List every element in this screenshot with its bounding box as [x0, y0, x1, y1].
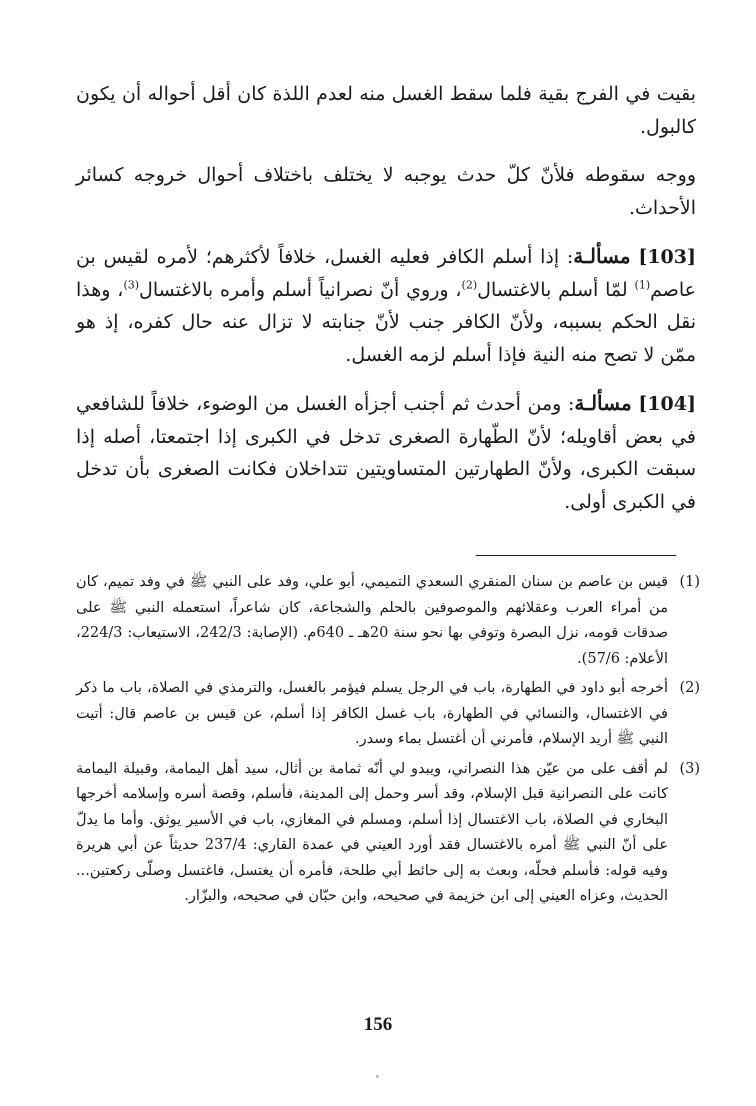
footnote-2	[76, 676, 700, 753]
footnote-1	[76, 570, 700, 672]
issue-104	[76, 387, 696, 518]
footnote-3	[76, 757, 700, 910]
page-number: 156	[363, 1014, 393, 1035]
issue-number: [103]	[638, 246, 696, 268]
issue-text: ، وروي أنّ نصرانياً أسلم وأمره بالاغتسال	[139, 278, 462, 301]
footnote-text: لم أقف على من عيّن هذا النصراني، ويبدو لي أنّه ثمامة بن أثال، سيد أهل اليمامة، وقبيلة اليمامة كانت على النصرانية قبل الإسلام، وقد أسر وحمل إلى المدينة، فأسلم، وقصة أسره وإسلامه أخرجها البخاري في الصلاة، باب الاغتسال إذا أسلم، ومسلم في المغازي، باب في الأسير يوثق. وأما ما يدلّ على أنّ النبي ﷺ أمره بالاغتسال فقد أورد العيني في عمدة القاري: 237/4 حديثاً عن أبي هريرة وفيه قوله: فأسلم فحلّه، وبعث به إلى حائط أبي طلحة، فأمره أن يغتسل، فاغتسل وصلّى ركعتين... الحديث، وعزاه العيني إلى ابن خزيمة في صحيحه، وابن حبّان في صحيحه، والبزّار.	[76, 760, 668, 904]
scan-speck	[376, 1075, 379, 1078]
footnotes	[76, 570, 700, 910]
footnote-number: (2)	[679, 680, 700, 696]
issue-label: مسألـة	[574, 391, 632, 415]
issue-103	[76, 240, 696, 371]
main-text	[76, 78, 696, 518]
footnote-separator	[476, 555, 676, 556]
footnote-number: (1)	[679, 574, 700, 590]
issue-text: لمّا أسلم بالاغتسال	[477, 278, 635, 301]
issue-label: مسألـة	[573, 244, 631, 268]
footnote-ref-2[interactable]: (2)	[461, 278, 478, 292]
paragraph-continuation: بقيت في الفرج بقية فلما سقط الغسل منه لعدم اللذة كان أقل أحواله أن يكون كالبول.	[76, 83, 696, 138]
issue-text: ، وهذا نقل الحكم بسببه، ولأنّ الكافر جنب لأنّ جنابته لا تزال عنه حال كفره، إذ هو ممّن لا تصح منه النية فإذا أسلم لزمه الغسل.	[76, 278, 696, 366]
footnote-text: أخرجه أبو داود في الطهارة، باب في الرجل يسلم فيؤمر بالغسل، والترمذي في الصلاة، باب ما ذكر في الاغتسال، والنسائي في الطهارة، باب غسل الكافر إذا أسلم، عن قيس بن عاصم قال: أتيت النبي ﷺ أريد الإسلام، فأمرني أن أغتسل بماء وسدر.	[76, 680, 668, 747]
issue-text: : ومن أحدث ثم أجنب أجزأه الغسل من الوضوء، خلافاً للشافعي في بعض أقاويله؛ لأنّ الطّهارة الصغرى تدخل في الكبرى إذا اجتمعتا، أصله إذا سبقت الكبرى، ولأنّ الطهارتين المتساويتين تتداخلان فكانت الصغرى بأن تدخل في الكبرى أولى.	[76, 393, 696, 513]
footnote-number: (3)	[679, 760, 700, 777]
paragraph-reason: ووجه سقوطه فلأنّ كلّ حدث يوجبه لا يختلف باختلاف أحوال خروجه كسائر الأحداث.	[76, 164, 696, 219]
issue-text: : إذا أسلم الكافر فعليه الغسل، خلافاً لأكثرهم؛ لأمره لقيس بن عاصم	[76, 246, 697, 301]
footnote-text: قيس بن عاصم بن سنان المنقري السعدي التميمي، أبو علي، وفد على النبي ﷺ في وفد تميم، كان من أمراء العرب وعقلائهم والموصوفين بالحلم والشجاعة، كان شاعراً، استعمله النبي ﷺ على صدقات قومه، نزل البصرة وتوفي بها نحو سنة 20هـ ـ 640م. (الإصابة: 242/3، الاستيعاب: 224/3، الأعلام: 57/6).	[76, 574, 669, 667]
issue-number: [104]	[638, 393, 696, 415]
footnote-ref-3[interactable]: (3)	[123, 278, 140, 292]
footnote-ref-1[interactable]: (1)	[634, 278, 651, 292]
